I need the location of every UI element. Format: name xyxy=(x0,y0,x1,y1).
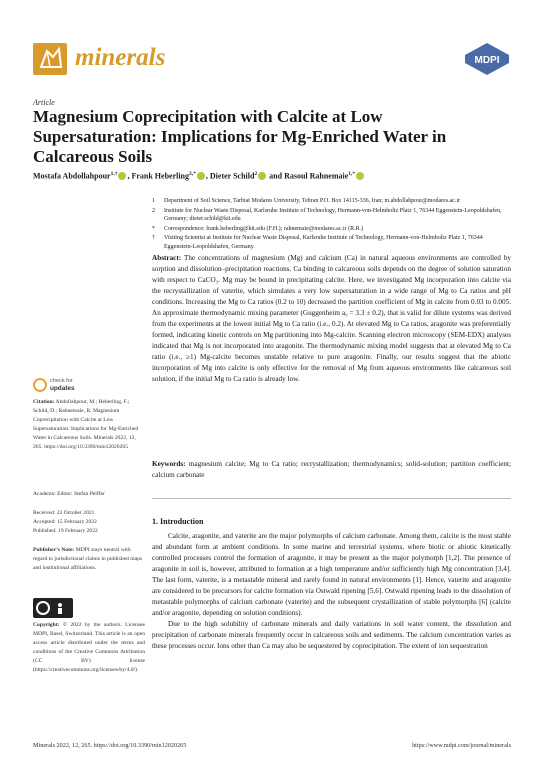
keywords-text: magnesium calcite; Mg to Ca ratio; recrystallization; thermodynamics; solid-solution; partition coefficient; calcium carbonate xyxy=(152,460,511,479)
copyright-text: © 2022 by the authors. Licensee MDPI, Basel, Switzerland. This article is an open access article distributed under the terms and conditions of the Creative Commons Attribution (CC BY) license (https://creativecommons.org/licenses/by/4.0/). xyxy=(33,622,145,673)
author-name: Dieter Schild xyxy=(209,171,255,181)
footer-citation: Minerals 2022, 12, 265. https://doi.org/10.3390/min12020265 xyxy=(33,742,187,749)
author-marks: 1,* xyxy=(348,171,356,177)
published-date: Published: 19 February 2022 xyxy=(33,528,98,534)
author-list xyxy=(33,171,503,181)
journal-name: minerals xyxy=(75,44,166,71)
affiliation-text: Correspondence: frank.heberling@kit.edu (F.H.); rahnemaie@modares.ac.ir (R.R.) xyxy=(164,225,364,232)
cc-by-license-icon[interactable] xyxy=(33,598,73,618)
orcid-icon[interactable] xyxy=(197,172,205,180)
abstract-label: Abstract: xyxy=(152,254,182,262)
received-date: Received: 22 October 2021 xyxy=(33,510,95,516)
author-name: Frank Heberling xyxy=(131,171,190,181)
check-for-updates-button[interactable] xyxy=(33,378,83,394)
copyright-label: Copyright: xyxy=(33,622,60,628)
article-title: Magnesium Coprecipitation with Calcite at Low Supersaturation: Implications for Mg-Enriched Water in Calcareous Soils xyxy=(33,107,447,166)
author-marks: 2,* xyxy=(189,171,196,177)
accepted-date: Accepted: 15 February 2022 xyxy=(33,519,97,525)
dates xyxy=(33,509,145,536)
abstract xyxy=(152,253,511,385)
intro-paragraph: Due to the high solubility of carbonate minerals and daily variations in soil water content, the dissolution and precipitation of carbonate minerals frequently occur in calcareous soils and sediments. The calcium concentration varies as these processes occur. Ions other than Ca may also be sequestered by coprecipitation. The extent of ion sequestration xyxy=(152,620,511,650)
footer-journal-url[interactable]: https://www.mdpi.com/journal/minerals xyxy=(412,742,511,749)
citation-label: Citation: xyxy=(33,399,55,405)
check-line2: updates xyxy=(50,385,75,392)
affiliation-text: Visiting Scientist at Institute for Nuclear Waste Disposal, Karlsruhe Institute of Technology, Hermann-von-Helmholtz Platz 1, 76344 Eggenstein-Leopoldshafen, Germany. xyxy=(164,235,483,250)
academic-editor: Academic Editor: Stefan Peiffer xyxy=(33,491,105,497)
article-type: Article xyxy=(33,98,55,107)
publisher-name: MDPI xyxy=(474,55,500,66)
orcid-icon[interactable] xyxy=(356,172,364,180)
affiliation-text: Department of Soil Science, Tarbiat Modares University, Tehran P.O. Box 14115-336, Iran; m.abdollahpour@modares.ac.ir xyxy=(164,198,461,204)
affiliation-item xyxy=(152,207,512,224)
affiliation-item xyxy=(152,197,512,206)
citation xyxy=(33,398,145,452)
check-updates-icon xyxy=(33,378,47,392)
section-divider xyxy=(152,498,511,499)
intro-body xyxy=(152,531,511,652)
affiliation-text: Institute for Nuclear Waste Disposal, Karlsruhe Institute of Technology, Hermann-von-Helmholtz Platz 1, 76344 Eggenstein-Leopoldshafen, Germany; dieter.schild@kit.edu xyxy=(164,207,502,222)
author-separator: , xyxy=(205,171,210,181)
affiliation-marker: † xyxy=(152,235,155,241)
author-separator: , xyxy=(127,171,132,181)
intro-heading: 1. Introduction xyxy=(152,517,204,526)
author-separator: and xyxy=(267,171,285,181)
keywords-label: Keywords: xyxy=(152,460,186,468)
keywords xyxy=(152,459,511,481)
affiliation-item xyxy=(152,234,512,251)
author-name: Rasoul Rahnemaie xyxy=(284,171,349,181)
publisher-note xyxy=(33,546,145,573)
citation-text: Abdollahpour, M.; Heberling, F.; Schild, D.; Rahnemaie, R. Magnesium Coprecipitation with Calcite at Low Supersaturation: Implications for Mg-Enriched Water in Calcareous Soils. Minerals 2022, 12, 265. https://doi.org/10.3390/min12020265 xyxy=(33,399,139,450)
mdpi-logo-icon xyxy=(463,42,511,76)
minerals-logo-icon xyxy=(33,43,67,75)
author-marks: 2 xyxy=(254,171,258,177)
intro-paragraph: Calcite, aragonite, and vaterite are the major polymorphs of calcium carbonate. Among them, calcite is the most stable and abundant form at ambient conditions. In some marine and terrestrial systems, where biotic or abiotic kinetically controlled processes control the formation of aragonite, it may be present as the major polymorph [1,2]. The presence of aragonite in soil is, however, attributed to formation at a high temperature and/or sufficiently high Mg concentration [3,4]. The last form, vaterite, is a metastable mineral and rarely found in natural environments [1]. Hence, vaterite and aragonite are considered to be precursors for calcite formation via Ostwald ripening [5,6]. Ostwald ripening leads to the dissolution of metastable polymorphs of calcium carbonate (vaterite) and the subsequent crystallization of stable polymorphs [6] (calcite and/or aragonite, depending on solution conditions). xyxy=(152,532,511,617)
check-line1: check for xyxy=(50,378,73,384)
orcid-icon[interactable] xyxy=(118,172,126,180)
journal-header xyxy=(33,42,511,76)
note-label: Publisher’s Note: xyxy=(33,547,75,553)
orcid-icon[interactable] xyxy=(258,172,266,180)
affiliation-marker: 1 xyxy=(152,198,155,204)
author-marks: 1,† xyxy=(110,171,118,177)
author-name: Mostafa Abdollahpour xyxy=(33,171,111,181)
note-text: MDPI stays neutral with regard to jurisdictional claims in published maps and institutional affiliations. xyxy=(33,547,143,571)
abstract-text: The concentrations of magnesium (Mg) and calcium (Ca) in natural aqueous environments are controlled by sorption and dissolution–precipitation reactions. Ca binding in calcareous soils depends on the degree of solution saturation with respect to CaCO₃. Mg may be bound in precipitating calcite. Here, we investigated Mg incorporation into calcite via the recrystallization of vaterite, which simulates a very low supersaturation in a wide range of Mg to Ca ratios and pH conditions. Increasing the Mg to Ca ratios (0.2 to 10) decreased the partition coefficient of Mg in calcite from 0.03 to 0.005. An approximate thermodynamic mixing parameter (Guggenheim a₀ = 3.3 ± 0.2), that is valid for dilute systems was derived from the experiments at the lowest initial Mg to Ca ratio (i.e., 0.2). At elevated Mg to Ca ratios, aragonite was preferentially formed, indicating kinetic controls on Mg partitioning into Mg-calcite. Scanning electron microscopy (SEM-EDX) analyses indicated that Mg is not incorporated into aragonite. The thermodynamic mixing model suggests that at elevated Mg to Ca ratio (i.e., ≥1) Mg-calcite becomes unstable relative to pure aragonite. Finally, our results suggest that the abiotic incorporation of Mg into calcite is only effective for the removal of Mg from aqueous environments like calcareous soil solution, if the initial Mg to Ca ratio is already low. xyxy=(152,254,512,383)
affiliation-item xyxy=(152,225,512,234)
copyright xyxy=(33,621,145,675)
affiliations xyxy=(152,197,512,252)
affiliation-marker: 2 xyxy=(152,207,155,214)
affiliation-marker: * xyxy=(152,225,155,232)
